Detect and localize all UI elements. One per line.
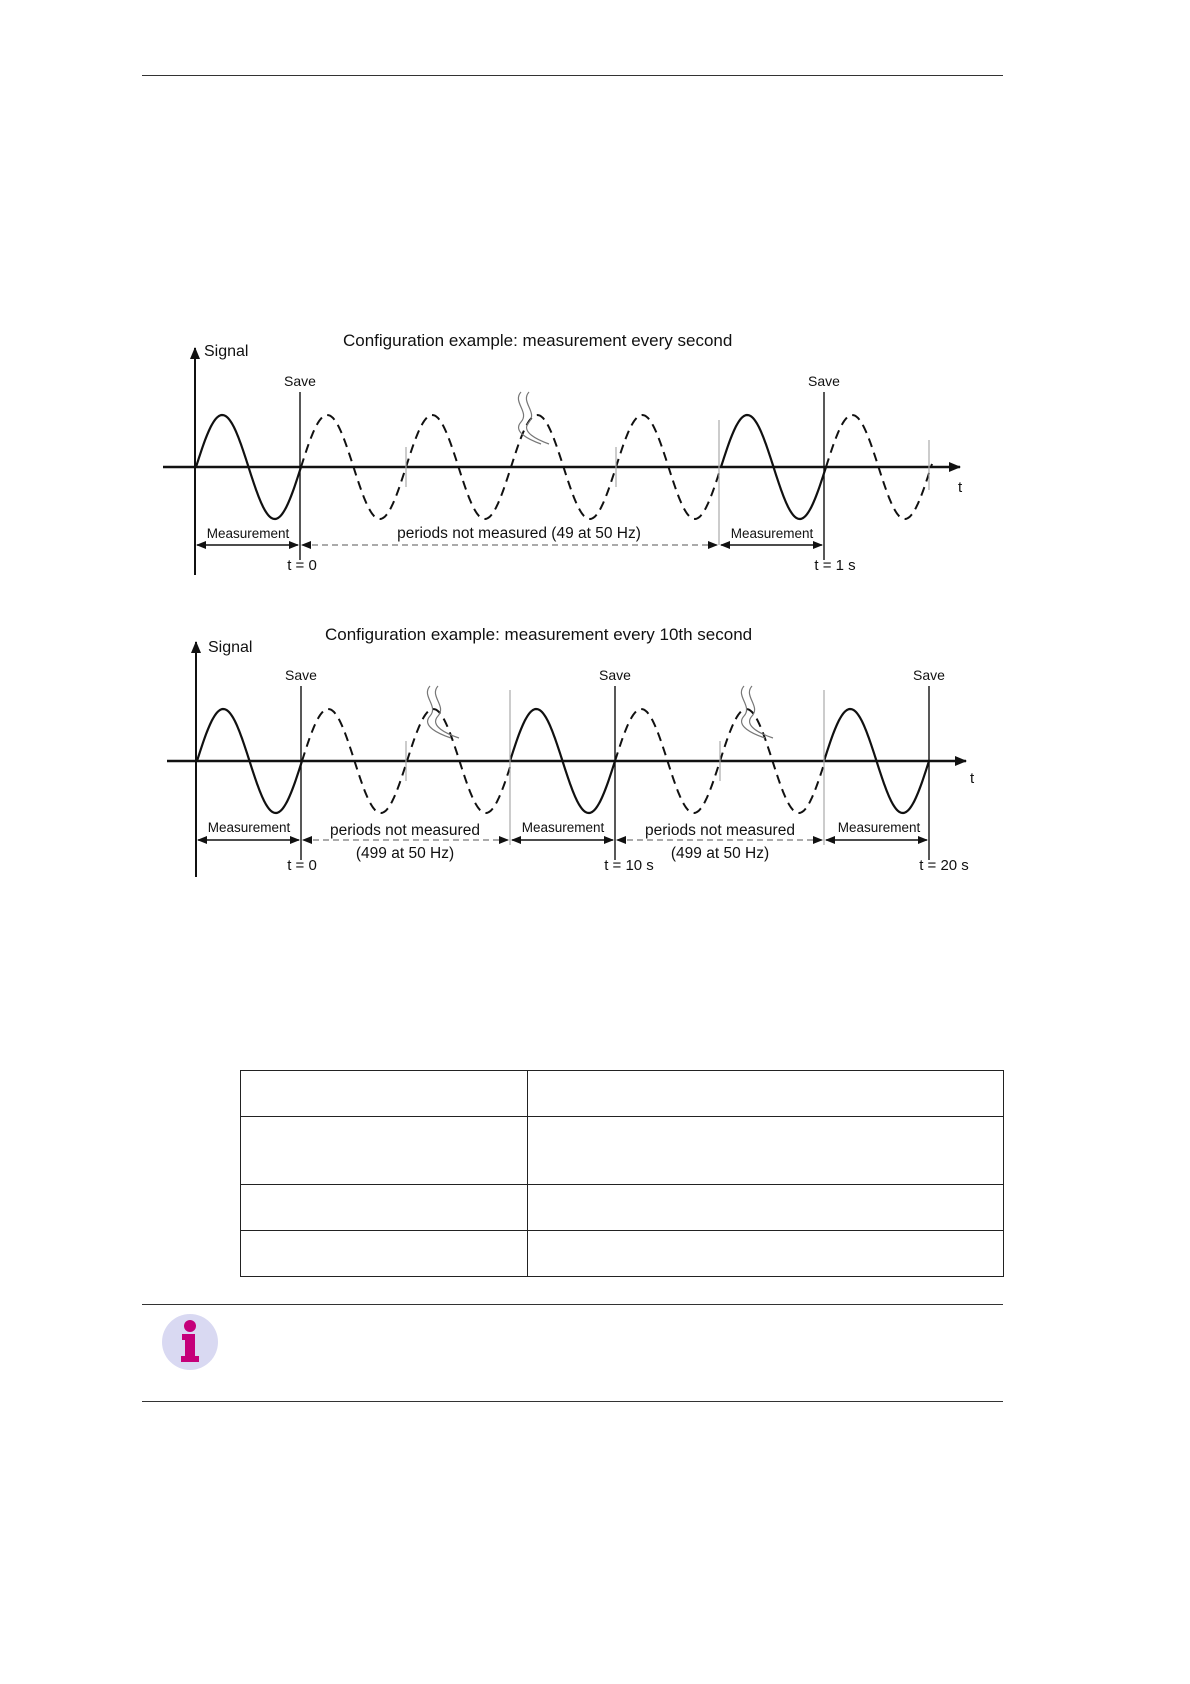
table-cell [241, 1185, 528, 1231]
time-label: t = 0 [287, 857, 317, 874]
table-cell [241, 1071, 528, 1117]
time-label: t = 10 s [604, 857, 654, 874]
save-label: Save [285, 667, 317, 683]
diagram-1-y-label: Signal [204, 343, 249, 360]
table-cell [241, 1117, 528, 1185]
measurement-label: Measurement [730, 526, 814, 541]
diagram-2-y-label: Signal [208, 639, 253, 656]
table-cell [528, 1231, 1004, 1277]
break-symbol [427, 686, 459, 738]
break-symbol [741, 686, 773, 738]
note-bottom-rule [142, 1401, 1003, 1402]
table-cell [241, 1231, 528, 1277]
save-label: Save [599, 667, 631, 683]
diagram-2-title: Configuration example: measurement every 10th second [325, 625, 753, 644]
gap-label: periods not measured [645, 822, 795, 839]
diagram-2 [167, 625, 975, 877]
info-icon [160, 1312, 220, 1372]
measurement-label: Measurement [521, 820, 605, 835]
table-row [241, 1185, 1004, 1231]
parameter-table [240, 1070, 1004, 1277]
note-top-rule [142, 1304, 1003, 1305]
gap-label: periods not measured [330, 822, 480, 839]
table-row [241, 1071, 1004, 1117]
gap-label: periods not measured (49 at 50 Hz) [397, 525, 641, 542]
break-symbol [518, 392, 549, 444]
save-label: Save [284, 373, 316, 389]
gap-label: (499 at 50 Hz) [670, 845, 770, 862]
time-label: t = 0 [287, 557, 317, 574]
save-label: Save [808, 373, 840, 389]
time-label: t = 1 s [814, 557, 856, 574]
measurement-label: Measurement [837, 820, 921, 835]
save-label: Save [913, 667, 945, 683]
diagram-1-x-label: t [958, 479, 963, 496]
measurement-label: Measurement [206, 526, 290, 541]
table-row [241, 1231, 1004, 1277]
table-cell [528, 1117, 1004, 1185]
diagram-1-title: Configuration example: measurement every second [343, 331, 733, 350]
diagram-1 [163, 331, 963, 575]
measurement-label: Measurement [207, 820, 291, 835]
table-cell [528, 1071, 1004, 1117]
diagram-2-x-label: t [970, 770, 975, 787]
gap-label: (499 at 50 Hz) [355, 845, 455, 862]
table-row [241, 1117, 1004, 1185]
time-label: t = 20 s [919, 857, 969, 874]
table-cell [528, 1185, 1004, 1231]
